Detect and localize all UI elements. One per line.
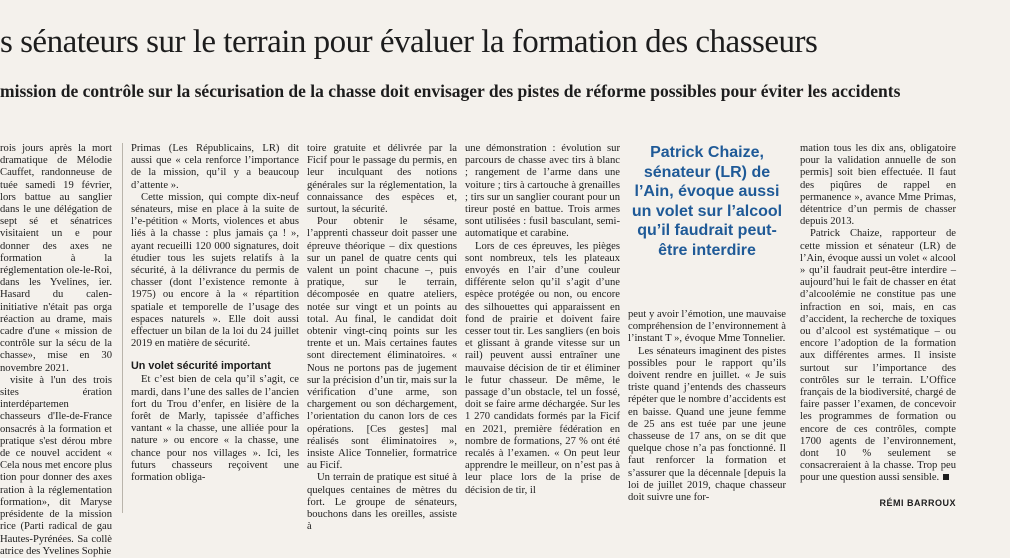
article-column-1 (0, 143, 112, 557)
subhead: mission de contrôle sur la sécurisation de la chasse doit envisager des pistes de réforme possibles pour éviter les accidents (0, 81, 901, 101)
paragraph: peut y avoir l’émotion, une mauvaise compréhension de l’environnement à l’instant T », évoque Mme Tonnelier. (628, 309, 786, 345)
paragraph: Et c’est bien de cela qu’il s’agit, ce mardi, dans l’une des salles de l’ancien fort du Trou d’enfer, en lisière de la forêt de Marly, tapissée d’affiches vantant « la chasse, une alliée pour la nature » ou encore « la chasse, une chance pour nos villages ». Ici, les futurs chasseurs reçoivent une formation obliga- (131, 374, 299, 484)
column-divider (122, 143, 123, 513)
section-heading: Un volet sécurité important (131, 360, 271, 373)
paragraph: Un terrain de pratique est situé à quelques centaines de mètres du fort. Le groupe de sénateurs, bouchons dans les oreilles, assiste à (307, 472, 457, 533)
paragraph: Les sénateurs imaginent des pistes possibles pour le rapport qu’ils doivent rendre en juillet. « Je suis triste quand j’entends des chasseurs répéter que le nombre d’accidents est en baisse. Quand une jeune femme de 25 ans est tuée par une jeune chasseuse de 17 ans, on se dit que quelque chose n’a pas fonctionné. Il faut renforcer la formation et s’assurer que la décennale [depuis la loi de juillet 2019, chaque chasseur doit suivre une for- (628, 345, 786, 504)
end-of-article-mark (943, 474, 949, 480)
headline: s sénateurs sur le terrain pour évaluer la formation des chasseurs (0, 24, 818, 60)
article-column-6 (800, 143, 956, 538)
article-column-4 (465, 143, 620, 538)
paragraph: Cette mission, qui compte dix-neuf sénateurs, mise en place à la suite de l’e-pétition « Morts, violences et abus liés à la chasse : plus jamais ça ! », ayant recueilli 120 000 signatures, doit étudier tous les sujets relatifs à la sécurité, à la délivrance du permis de chasser (dont l’existence remonte à 1975) ou encore à la « répartition spatiale et temporelle de l’usage des espaces naturels ». Elle doit aussi effectuer un bilan de la loi du 24 juillet 2019 en matière de sécurité. (131, 191, 299, 350)
paragraph: une démonstration : évolution sur parcours de chasse avec tirs à blanc ; rangement de l’arme dans une voiture ; tirs à cartouche à grenailles ; tirs sur un sanglier courant pour un tireur posté en battue. Trois armes sont utilisées : fusil basculant, semi-automatique et carabine. (465, 143, 620, 240)
pull-quote: Patrick Chaize, sénateur (LR) de l’Ain, évoque aussi un volet sur l’alcool qu’il faudrait peut-être interdire (631, 144, 783, 259)
byline: RÉMI BARROUX (879, 498, 956, 508)
paragraph-text: Patrick Chaize, rapporteur de cette mission et sénateur (LR) de l’Ain, évoque aussi un volet « alcool » qu’il faudrait peut-être interdire – aujourd’hui le fait de chasser en état d’alcoolémie ne constitue pas une infraction en soi, mais, en cas d’accident, la recherche de toxiques ou d’alcool est systématique – ou encore l’adoption de la formation aux différentes armes. Il insiste surtout sur l’importance des contrôles sur le terrain. L’Office français de la biodiversité, chargé de faire passer l’examen, de concevoir les programmes de formation ou encore de ces contrôles, compte 1700 agents de l’environnement, dont 10 % seulement se consacreraient à la chasse. Trop peu pour une question aussi sensible. (800, 228, 956, 484)
column-5-body (628, 309, 786, 504)
paragraph: visite à l'un des trois sites ération interdépartemen chasseurs d'Ile-de-France onsacrés à la formation et pratique s'est dérou mbre de ce nouvel accident « Cela nous met encore plus tion pour donner des axes ration à la réglementation formation», dit Maryse présidente de la mission rice (Parti radical de gau Hautes-Pyrénées. Sa collè atrice des Yvelines Sophie (0, 374, 112, 557)
article-column-5 (628, 143, 786, 538)
paragraph: Pour obtenir le sésame, l’apprenti chasseur doit passer une épreuve théorique – dix questions sur un panel de quatre cents qui valent un point chacune –, puis pratique, sur le terrain, décomposée en quatre ateliers, notée sur vingt et un points au total. Au final, le candidat doit obtenir vingt-cinq points sur les trente et un. Mais certaines fautes sont directement éliminatoires. « Nous ne portons pas de jugement sur la précision d’un tir, mais sur la vérification d’une arme, son chargement ou son déchargement, l’orientation du canon lors de ces opérations. [Ces gestes] mal réalisés sont éliminatoires », insiste Alice Tonnelier, formatrice au Ficif. (307, 216, 457, 472)
paragraph: rois jours après la mort dramatique de Mélodie Cauffet, randonneuse de tuée samedi 19 février, lors battue au sanglier dans le une délégation de sept sé et sénatrices visitaient un e pour donner des axes ne formation à la réglementation ole-le-Roi, dans les Yvelines, ier. Hasard du calen- initiative n'était pas orga réaction au drame, mais cadre d'une « mission de contrôle sur la sécu de la chasse», mise en 30 novembre 2021. (0, 143, 112, 374)
paragraph: toire gratuite et délivrée par la Ficif pour le passage du permis, en leur inculquant des notions générales sur la réglementation, la connaissance des espèces et, surtout, la sécurité. (307, 143, 457, 216)
article-column-3 (307, 143, 457, 538)
article-column-2 (131, 143, 299, 538)
paragraph (800, 228, 956, 484)
paragraph: Primas (Les Républicains, LR) dit aussi que « cela renforce l’importance de la mission, qu’il y a beaucoup d’attente ». (131, 143, 299, 191)
paragraph: mation tous les dix ans, obligatoire pour la validation annuelle de son permis] soit bien effectuée. Il faut des piqûres de rappel en permanence », avance Mme Primas, détentrice d’un permis de chasser depuis 2013. (800, 143, 956, 228)
paragraph: Lors de ces épreuves, les pièges sont nombreux, tels les plateaux envoyés en l’air d’une couleur différente selon qu’il s’agit d’une espèce protégée ou non, ou encore des silhouettes qui apparaissent en fond de prairie et doivent faire cesser tout tir. Les sangliers (en bois et glissant à grande vitesse sur un rail) peuvent aussi entraîner une mauvaise décision de tir et éliminer le futur chasseur. De même, le passage d’un obstacle, tel un fossé, doit se faire arme déchargée. Sur les 1 270 candidats formés par la Ficif en 2021, première fédération en nombre de formations, 27 % ont été recalés à l’examen. « On peut leur apprendre le meilleur, on n’est pas à leur place lors de la prise de décision de tir, il (465, 240, 620, 496)
